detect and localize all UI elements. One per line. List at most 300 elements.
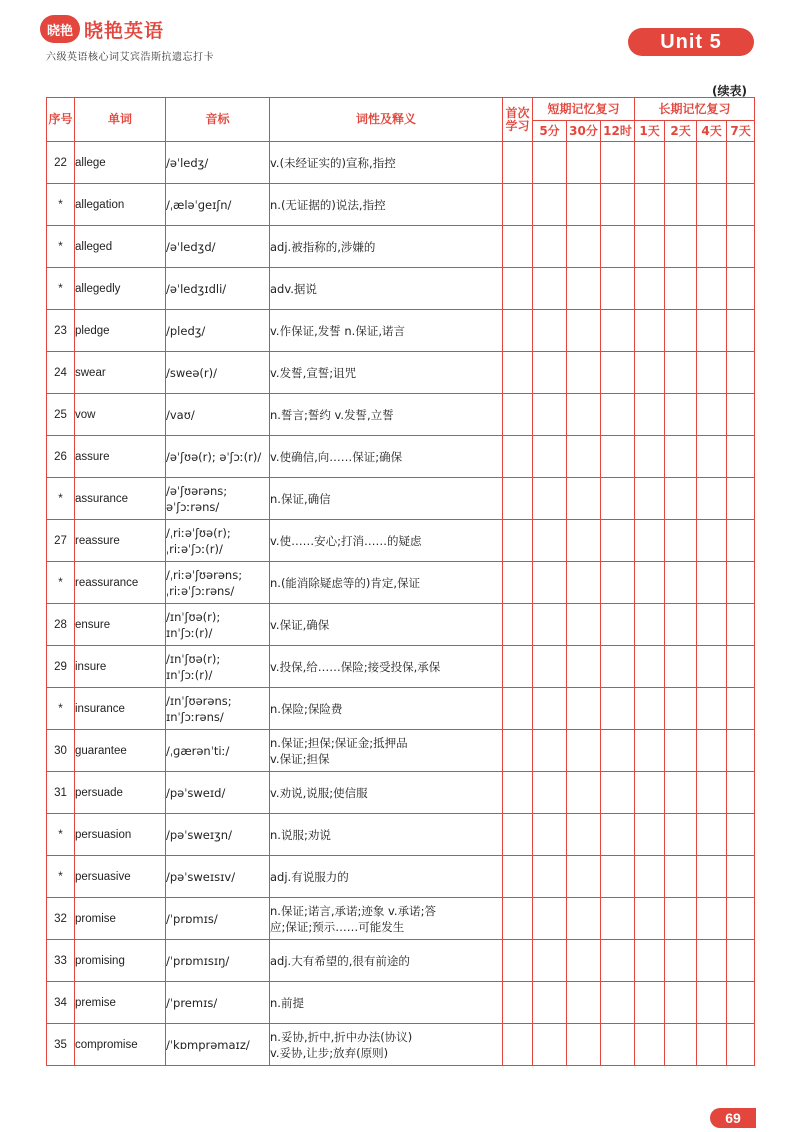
review-7day-checkbox[interactable] (727, 184, 755, 226)
row-word: allege (75, 142, 166, 184)
row-word: persuasive (75, 856, 166, 898)
review-2day-checkbox[interactable] (665, 856, 697, 898)
review-1day-checkbox[interactable] (635, 604, 665, 646)
review-30min-checkbox[interactable] (567, 940, 601, 982)
review-12h-checkbox[interactable] (601, 688, 635, 730)
review-12h-checkbox[interactable] (601, 184, 635, 226)
table-row (47, 268, 755, 310)
review-4day-checkbox[interactable] (697, 184, 727, 226)
review-12h-checkbox[interactable] (601, 940, 635, 982)
row-word: persuasion (75, 814, 166, 856)
review-4day-checkbox[interactable] (697, 940, 727, 982)
table-row (47, 730, 755, 772)
row-definition: n.保证;担保;保证金;抵押品 v.保证;担保 (270, 730, 503, 772)
review-7day-checkbox[interactable] (727, 478, 755, 520)
row-number: 33 (47, 940, 75, 982)
review-2day-checkbox[interactable] (665, 646, 697, 688)
row-phonetic: /ˌɡærənˈtiː/ (166, 730, 270, 772)
first-study-checkbox[interactable] (503, 226, 533, 268)
first-study-checkbox[interactable] (503, 772, 533, 814)
review-7day-checkbox[interactable] (727, 856, 755, 898)
review-5min-checkbox[interactable] (533, 730, 567, 772)
review-4day-checkbox[interactable] (697, 646, 727, 688)
table-row (47, 982, 755, 1024)
first-study-checkbox[interactable] (503, 1024, 533, 1066)
review-12h-checkbox[interactable] (601, 814, 635, 856)
review-1day-checkbox[interactable] (635, 310, 665, 352)
review-7day-checkbox[interactable] (727, 940, 755, 982)
row-definition: adv.据说 (270, 268, 503, 310)
review-7day-checkbox[interactable] (727, 814, 755, 856)
review-1day-checkbox[interactable] (635, 982, 665, 1024)
review-7day-checkbox[interactable] (727, 772, 755, 814)
review-5min-checkbox[interactable] (533, 940, 567, 982)
review-12h-checkbox[interactable] (601, 646, 635, 688)
table-row (47, 184, 755, 226)
review-5min-checkbox[interactable] (533, 604, 567, 646)
row-definition: n.前提 (270, 982, 503, 1024)
review-5min-checkbox[interactable] (533, 562, 567, 604)
review-1day-checkbox[interactable] (635, 814, 665, 856)
review-1day-checkbox[interactable] (635, 730, 665, 772)
vocab-body (47, 142, 755, 1066)
row-word: persuade (75, 772, 166, 814)
review-2day-checkbox[interactable] (665, 352, 697, 394)
col-header-short-review: 短期记忆复习 (533, 98, 635, 121)
review-7day-checkbox[interactable] (727, 688, 755, 730)
row-definition: v.使确信,向……保证;确保 (270, 436, 503, 478)
review-12h-checkbox[interactable] (601, 520, 635, 562)
row-definition: n.保证;诺言,承诺;迹象 v.承诺;答 应;保证;预示……可能发生 (270, 898, 503, 940)
first-study-checkbox[interactable] (503, 646, 533, 688)
review-7day-checkbox[interactable] (727, 982, 755, 1024)
row-number: 31 (47, 772, 75, 814)
sub-header-2day: 2天 (665, 121, 697, 142)
table-row (47, 814, 755, 856)
review-30min-checkbox[interactable] (567, 856, 601, 898)
review-5min-checkbox[interactable] (533, 898, 567, 940)
row-definition: v.使……安心;打消……的疑虑 (270, 520, 503, 562)
review-30min-checkbox[interactable] (567, 898, 601, 940)
review-1day-checkbox[interactable] (635, 478, 665, 520)
row-phonetic: /vaʊ/ (166, 394, 270, 436)
review-30min-checkbox[interactable] (567, 142, 601, 184)
review-5min-checkbox[interactable] (533, 646, 567, 688)
row-number: 34 (47, 982, 75, 1024)
row-phonetic: /ɪnˈʃʊə(r); ɪnˈʃɔː(r)/ (166, 646, 270, 688)
row-phonetic: /pəˈsweɪʒn/ (166, 814, 270, 856)
row-number: 24 (47, 352, 75, 394)
review-30min-checkbox[interactable] (567, 268, 601, 310)
col-header-long-review: 长期记忆复习 (635, 98, 755, 121)
table-row (47, 562, 755, 604)
row-word: reassurance (75, 562, 166, 604)
sub-header-12h: 12时 (601, 121, 635, 142)
review-12h-checkbox[interactable] (601, 226, 635, 268)
review-1day-checkbox[interactable] (635, 226, 665, 268)
review-30min-checkbox[interactable] (567, 184, 601, 226)
row-phonetic: /əˈʃʊə(r); əˈʃɔː(r)/ (166, 436, 270, 478)
review-2day-checkbox[interactable] (665, 142, 697, 184)
row-number: * (47, 184, 75, 226)
col-header-first-study: 首次学习 (503, 98, 533, 142)
review-4day-checkbox[interactable] (697, 898, 727, 940)
review-1day-checkbox[interactable] (635, 940, 665, 982)
review-30min-checkbox[interactable] (567, 226, 601, 268)
sub-header-30min: 30分 (567, 121, 601, 142)
first-study-checkbox[interactable] (503, 688, 533, 730)
row-definition: v.发誓,宣誓;诅咒 (270, 352, 503, 394)
sub-header-5min: 5分 (533, 121, 567, 142)
review-4day-checkbox[interactable] (697, 814, 727, 856)
review-30min-checkbox[interactable] (567, 352, 601, 394)
row-phonetic: /əˈʃʊərəns; əˈʃɔːrəns/ (166, 478, 270, 520)
first-study-checkbox[interactable] (503, 184, 533, 226)
row-number: 22 (47, 142, 75, 184)
table-row (47, 898, 755, 940)
row-number: * (47, 478, 75, 520)
review-30min-checkbox[interactable] (567, 394, 601, 436)
review-2day-checkbox[interactable] (665, 1024, 697, 1066)
first-study-checkbox[interactable] (503, 520, 533, 562)
row-definition: adj.被指称的,涉嫌的 (270, 226, 503, 268)
review-1day-checkbox[interactable] (635, 562, 665, 604)
row-word: insurance (75, 688, 166, 730)
review-7day-checkbox[interactable] (727, 310, 755, 352)
row-word: allegation (75, 184, 166, 226)
review-2day-checkbox[interactable] (665, 772, 697, 814)
row-definition: v.劝说,说服;使信服 (270, 772, 503, 814)
row-phonetic: /pəˈsweɪsɪv/ (166, 856, 270, 898)
row-definition: n.说服;劝说 (270, 814, 503, 856)
brand-logo-icon: 晓艳 (40, 15, 80, 43)
first-study-checkbox[interactable] (503, 982, 533, 1024)
table-row (47, 1024, 755, 1066)
first-study-checkbox[interactable] (503, 394, 533, 436)
review-4day-checkbox[interactable] (697, 856, 727, 898)
review-1day-checkbox[interactable] (635, 184, 665, 226)
review-1day-checkbox[interactable] (635, 646, 665, 688)
sub-header-1day: 1天 (635, 121, 665, 142)
row-phonetic: /ˌriːəˈʃʊərəns; ˌriːəˈʃɔːrəns/ (166, 562, 270, 604)
first-study-checkbox[interactable] (503, 352, 533, 394)
review-30min-checkbox[interactable] (567, 604, 601, 646)
row-word: insure (75, 646, 166, 688)
review-12h-checkbox[interactable] (601, 562, 635, 604)
review-30min-checkbox[interactable] (567, 562, 601, 604)
review-4day-checkbox[interactable] (697, 352, 727, 394)
row-definition: n.保证,确信 (270, 478, 503, 520)
row-word: assurance (75, 478, 166, 520)
page-number: 69 (710, 1108, 756, 1128)
row-number: * (47, 268, 75, 310)
sub-header-7day: 7天 (727, 121, 755, 142)
row-word: allegedly (75, 268, 166, 310)
review-2day-checkbox[interactable] (665, 730, 697, 772)
review-7day-checkbox[interactable] (727, 436, 755, 478)
first-study-checkbox[interactable] (503, 562, 533, 604)
review-4day-checkbox[interactable] (697, 562, 727, 604)
review-5min-checkbox[interactable] (533, 478, 567, 520)
row-number: 35 (47, 1024, 75, 1066)
review-7day-checkbox[interactable] (727, 1024, 755, 1066)
review-1day-checkbox[interactable] (635, 1024, 665, 1066)
review-4day-checkbox[interactable] (697, 982, 727, 1024)
review-2day-checkbox[interactable] (665, 604, 697, 646)
table-row (47, 940, 755, 982)
row-word: ensure (75, 604, 166, 646)
row-phonetic: /ˈprɒmɪs/ (166, 898, 270, 940)
table-row (47, 520, 755, 562)
review-12h-checkbox[interactable] (601, 982, 635, 1024)
review-30min-checkbox[interactable] (567, 1024, 601, 1066)
table-row (47, 436, 755, 478)
review-12h-checkbox[interactable] (601, 1024, 635, 1066)
col-header-num: 序号 (47, 98, 75, 142)
continued-label: (续表) (712, 84, 747, 98)
first-study-checkbox[interactable] (503, 268, 533, 310)
review-7day-checkbox[interactable] (727, 898, 755, 940)
first-study-checkbox[interactable] (503, 310, 533, 352)
row-phonetic: /ˈpremɪs/ (166, 982, 270, 1024)
review-12h-checkbox[interactable] (601, 898, 635, 940)
row-word: alleged (75, 226, 166, 268)
row-word: swear (75, 352, 166, 394)
review-1day-checkbox[interactable] (635, 856, 665, 898)
row-number: 32 (47, 898, 75, 940)
review-5min-checkbox[interactable] (533, 436, 567, 478)
review-1day-checkbox[interactable] (635, 436, 665, 478)
review-12h-checkbox[interactable] (601, 310, 635, 352)
first-study-checkbox[interactable] (503, 898, 533, 940)
review-7day-checkbox[interactable] (727, 562, 755, 604)
review-5min-checkbox[interactable] (533, 184, 567, 226)
row-definition: n.妥协,折中,折中办法(协议) v.妥协,让步;放弃(原则) (270, 1024, 503, 1066)
review-12h-checkbox[interactable] (601, 730, 635, 772)
review-2day-checkbox[interactable] (665, 268, 697, 310)
review-7day-checkbox[interactable] (727, 352, 755, 394)
review-30min-checkbox[interactable] (567, 982, 601, 1024)
table-row (47, 688, 755, 730)
row-phonetic: /ˈprɒmɪsɪŋ/ (166, 940, 270, 982)
row-number: 26 (47, 436, 75, 478)
review-4day-checkbox[interactable] (697, 142, 727, 184)
review-4day-checkbox[interactable] (697, 394, 727, 436)
row-word: vow (75, 394, 166, 436)
review-5min-checkbox[interactable] (533, 142, 567, 184)
first-study-checkbox[interactable] (503, 856, 533, 898)
review-5min-checkbox[interactable] (533, 1024, 567, 1066)
row-word: assure (75, 436, 166, 478)
row-phonetic: /əˈledʒ/ (166, 142, 270, 184)
review-2day-checkbox[interactable] (665, 898, 697, 940)
first-study-checkbox[interactable] (503, 940, 533, 982)
review-4day-checkbox[interactable] (697, 310, 727, 352)
unit-label: Unit 5 (628, 28, 754, 56)
row-definition: v.投保,给……保险;接受投保,承保 (270, 646, 503, 688)
row-definition: n.保险;保险费 (270, 688, 503, 730)
review-2day-checkbox[interactable] (665, 184, 697, 226)
row-number: 23 (47, 310, 75, 352)
review-1day-checkbox[interactable] (635, 772, 665, 814)
review-4day-checkbox[interactable] (697, 268, 727, 310)
review-2day-checkbox[interactable] (665, 814, 697, 856)
review-5min-checkbox[interactable] (533, 982, 567, 1024)
review-30min-checkbox[interactable] (567, 730, 601, 772)
review-2day-checkbox[interactable] (665, 562, 697, 604)
review-4day-checkbox[interactable] (697, 772, 727, 814)
row-number: * (47, 856, 75, 898)
review-7day-checkbox[interactable] (727, 646, 755, 688)
review-1day-checkbox[interactable] (635, 352, 665, 394)
review-12h-checkbox[interactable] (601, 772, 635, 814)
review-2day-checkbox[interactable] (665, 940, 697, 982)
review-5min-checkbox[interactable] (533, 226, 567, 268)
review-12h-checkbox[interactable] (601, 856, 635, 898)
row-phonetic: /pledʒ/ (166, 310, 270, 352)
row-definition: n.(无证据的)说法,指控 (270, 184, 503, 226)
review-7day-checkbox[interactable] (727, 520, 755, 562)
col-header-word: 单词 (75, 98, 166, 142)
table-row (47, 478, 755, 520)
book-subtitle: 六级英语核心词艾宾浩斯抗遗忘打卡 (46, 52, 214, 63)
review-4day-checkbox[interactable] (697, 1024, 727, 1066)
table-row (47, 226, 755, 268)
row-definition: v.(未经证实的)宣称,指控 (270, 142, 503, 184)
table-row (47, 604, 755, 646)
vocab-table (46, 97, 755, 1066)
review-2day-checkbox[interactable] (665, 394, 697, 436)
review-5min-checkbox[interactable] (533, 814, 567, 856)
review-12h-checkbox[interactable] (601, 268, 635, 310)
review-30min-checkbox[interactable] (567, 436, 601, 478)
first-study-checkbox[interactable] (503, 604, 533, 646)
row-phonetic: /ɪnˈʃʊə(r); ɪnˈʃɔː(r)/ (166, 604, 270, 646)
review-12h-checkbox[interactable] (601, 478, 635, 520)
review-30min-checkbox[interactable] (567, 646, 601, 688)
review-7day-checkbox[interactable] (727, 142, 755, 184)
review-4day-checkbox[interactable] (697, 688, 727, 730)
review-4day-checkbox[interactable] (697, 604, 727, 646)
review-30min-checkbox[interactable] (567, 478, 601, 520)
row-definition: adj.大有希望的,很有前途的 (270, 940, 503, 982)
review-5min-checkbox[interactable] (533, 856, 567, 898)
review-4day-checkbox[interactable] (697, 226, 727, 268)
table-row (47, 142, 755, 184)
review-2day-checkbox[interactable] (665, 436, 697, 478)
review-2day-checkbox[interactable] (665, 226, 697, 268)
review-1day-checkbox[interactable] (635, 520, 665, 562)
review-30min-checkbox[interactable] (567, 814, 601, 856)
row-number: 29 (47, 646, 75, 688)
review-7day-checkbox[interactable] (727, 226, 755, 268)
row-phonetic: /əˈledʒɪdli/ (166, 268, 270, 310)
row-number: 27 (47, 520, 75, 562)
review-12h-checkbox[interactable] (601, 352, 635, 394)
row-number: 28 (47, 604, 75, 646)
review-30min-checkbox[interactable] (567, 310, 601, 352)
row-phonetic: /ˌæləˈɡeɪʃn/ (166, 184, 270, 226)
review-5min-checkbox[interactable] (533, 268, 567, 310)
review-1day-checkbox[interactable] (635, 268, 665, 310)
review-2day-checkbox[interactable] (665, 310, 697, 352)
table-row (47, 394, 755, 436)
review-4day-checkbox[interactable] (697, 478, 727, 520)
first-study-checkbox[interactable] (503, 730, 533, 772)
review-2day-checkbox[interactable] (665, 478, 697, 520)
col-header-phonetic: 音标 (166, 98, 270, 142)
row-phonetic: /pəˈsweɪd/ (166, 772, 270, 814)
table-row (47, 646, 755, 688)
review-2day-checkbox[interactable] (665, 688, 697, 730)
table-row (47, 310, 755, 352)
row-number: * (47, 226, 75, 268)
review-7day-checkbox[interactable] (727, 268, 755, 310)
first-study-checkbox[interactable] (503, 142, 533, 184)
table-row (47, 856, 755, 898)
first-study-checkbox[interactable] (503, 436, 533, 478)
review-1day-checkbox[interactable] (635, 142, 665, 184)
review-4day-checkbox[interactable] (697, 730, 727, 772)
brand (40, 14, 164, 44)
review-12h-checkbox[interactable] (601, 436, 635, 478)
row-definition: v.保证,确保 (270, 604, 503, 646)
row-number: 25 (47, 394, 75, 436)
row-definition: adj.有说服力的 (270, 856, 503, 898)
review-5min-checkbox[interactable] (533, 688, 567, 730)
table-row (47, 772, 755, 814)
row-definition: n.誓言;誓约 v.发誓,立誓 (270, 394, 503, 436)
review-30min-checkbox[interactable] (567, 772, 601, 814)
first-study-checkbox[interactable] (503, 478, 533, 520)
row-word: reassure (75, 520, 166, 562)
row-phonetic: /ɪnˈʃʊərəns; ɪnˈʃɔːrəns/ (166, 688, 270, 730)
row-number: * (47, 688, 75, 730)
row-phonetic: /sweə(r)/ (166, 352, 270, 394)
review-4day-checkbox[interactable] (697, 436, 727, 478)
review-1day-checkbox[interactable] (635, 898, 665, 940)
review-5min-checkbox[interactable] (533, 352, 567, 394)
review-7day-checkbox[interactable] (727, 730, 755, 772)
review-5min-checkbox[interactable] (533, 520, 567, 562)
review-12h-checkbox[interactable] (601, 394, 635, 436)
col-header-definition: 词性及释义 (270, 98, 503, 142)
first-study-checkbox[interactable] (503, 814, 533, 856)
review-7day-checkbox[interactable] (727, 604, 755, 646)
row-number: * (47, 814, 75, 856)
sub-header-4day: 4天 (697, 121, 727, 142)
row-phonetic: /əˈledʒd/ (166, 226, 270, 268)
review-12h-checkbox[interactable] (601, 142, 635, 184)
review-7day-checkbox[interactable] (727, 394, 755, 436)
review-1day-checkbox[interactable] (635, 688, 665, 730)
review-30min-checkbox[interactable] (567, 688, 601, 730)
row-word: compromise (75, 1024, 166, 1066)
review-2day-checkbox[interactable] (665, 520, 697, 562)
row-definition: n.(能消除疑虑等的)肯定,保证 (270, 562, 503, 604)
review-5min-checkbox[interactable] (533, 394, 567, 436)
review-5min-checkbox[interactable] (533, 772, 567, 814)
review-4day-checkbox[interactable] (697, 520, 727, 562)
review-2day-checkbox[interactable] (665, 982, 697, 1024)
review-30min-checkbox[interactable] (567, 520, 601, 562)
row-word: promising (75, 940, 166, 982)
row-number: 30 (47, 730, 75, 772)
review-12h-checkbox[interactable] (601, 604, 635, 646)
row-definition: v.作保证,发誓 n.保证,诺言 (270, 310, 503, 352)
review-5min-checkbox[interactable] (533, 310, 567, 352)
review-1day-checkbox[interactable] (635, 394, 665, 436)
